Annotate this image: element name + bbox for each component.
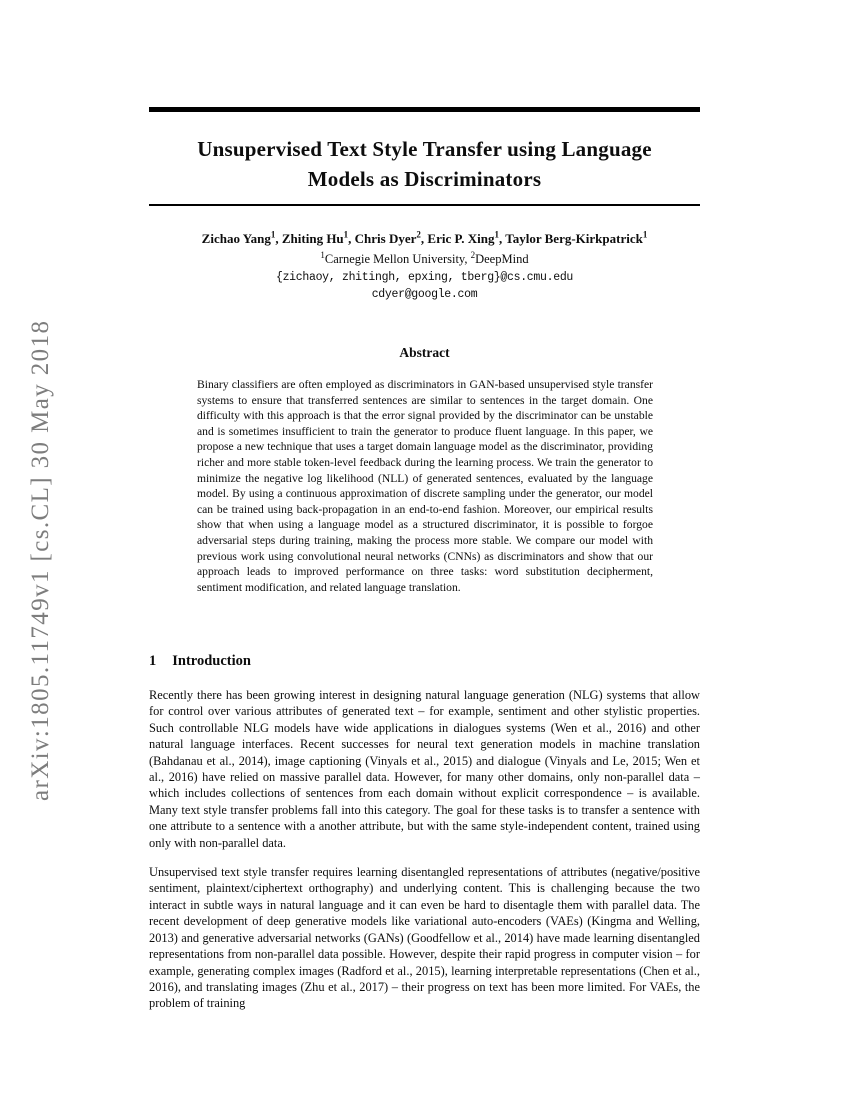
paragraph: Unsupervised text style transfer requires learning disentangled representations of attributes (negative/positive sentiment, plaintext/ciphertext orthography) and underlying content. This is challenging because the two interact in subtle ways in natural language and it can even be hard to disentagle them with parallel data. The recent development of deep generative models like variational auto-encoders (VAEs) (Kingma and Welling, 2013) and generative adversarial networks (GANs) (Goodfellow et al., 2014) have made learning disentangled representations from non-parallel data possible. However, despite their rapid progress in computer vision – for example, generating complex images (Radford et al., 2015), learning interpretable representations (Chen et al., 2016), and translating images (Zhu et al., 2017) – their progress on text has been more limited. For VAEs, the problem of training [149, 865, 700, 1011]
author-affil-marker: 1 [270, 229, 276, 240]
affil-marker: 2 [470, 249, 476, 260]
author-segment: Zichao Yang [201, 231, 271, 246]
author-segment: , Eric P. Xing [420, 231, 495, 246]
paragraph: Recently there has been growing interest in designing natural language generation (NLG) systems that allow for control over various attributes of generated text – for example, sentiment and other stylistic properties. Such controllable NLG models have wide applications in dialogues systems (Wen et al., 2016) and other natural language interfaces. Recent successes for neural text generation models in machine translation (Bahdanau et al., 2014), image captioning (Vinyals et al., 2015) and dialogue (Vinyals and Le, 2015; Wen et al., 2016) have relied on massive parallel data. However, for many other domains, only non-parallel data – which includes collections of sentences from each domain without explicit correspondence – is available. Many text style transfer problems fall into this category. The goal for these tasks is to transfer a sentence with one attribute to a sentence with a another attribute, but with the same style-independent content, trained using only with non-parallel data. [149, 688, 700, 850]
section-heading-introduction [149, 653, 251, 670]
arxiv-watermark-text: arXiv:1805.11749v1 [cs.CL] 30 May 2018 [27, 319, 54, 801]
section-number: 1 [149, 653, 157, 669]
author-segment: , Chris Dyer [348, 231, 417, 246]
title-rule-top [149, 107, 700, 112]
paper-title [149, 134, 700, 194]
title-line-1: Unsupervised Text Style Transfer using Language [197, 137, 652, 161]
abstract-heading: Abstract [399, 345, 450, 360]
author-segment: , Zhiting Hu [275, 231, 344, 246]
affiliation-name: Carnegie Mellon University, [324, 252, 471, 266]
author-segment: , Taylor Berg-Kirkpatrick [498, 231, 643, 246]
author-affil-marker: 1 [494, 229, 499, 240]
title-line-2: Models as Discriminators [307, 167, 542, 191]
affiliation-name: DeepMind [475, 252, 529, 266]
email-line-google: cdyer@google.com [371, 288, 478, 301]
affiliation-line [149, 249, 700, 267]
author-affil-marker: 1 [642, 229, 648, 240]
author-block [149, 231, 700, 301]
title-rule-bottom [149, 204, 700, 206]
abstract-text: Binary classifiers are often employed as discriminators in GAN-based unsupervised style transfer systems to ensure that transferred sentences are similar to sentences in the target domain. One difficulty with this approach is that the error signal provided by the discriminator can be unstable and is sometimes insufficient to train the generator to produce fluent language. In this paper, we propose a new technique that uses a target domain language model as the discriminator, providing richer and more stable token-level feedback during the learning process. We train the generator to minimize the negative log likelihood (NLL) of generated sentences, evaluated by the language model. By using a continuous approximation of discrete sampling under the generator, our model can be trained using back-propagation in an end-to-end fashion. Moreover, our empirical results show that when using a language model as a structured discriminator, it is possible to forgoe adversarial steps during training, making the process more stable. We compare our model with previous work using convolutional neural networks (CNNs) as discriminators and show that our approach leads to improved performance on three tasks: word substitution decipherment, sentiment modification, and related language translation. [197, 378, 653, 594]
author-affil-marker: 1 [343, 229, 349, 240]
section-title: Introduction [172, 653, 251, 669]
author-line [149, 231, 700, 247]
author-affil-marker: 2 [416, 229, 421, 240]
introduction-body [149, 687, 700, 1025]
email-line-cmu: {zichaoy, zhitingh, epxing, tberg}@cs.cmu.edu [275, 271, 574, 284]
affil-marker: 1 [320, 249, 325, 260]
